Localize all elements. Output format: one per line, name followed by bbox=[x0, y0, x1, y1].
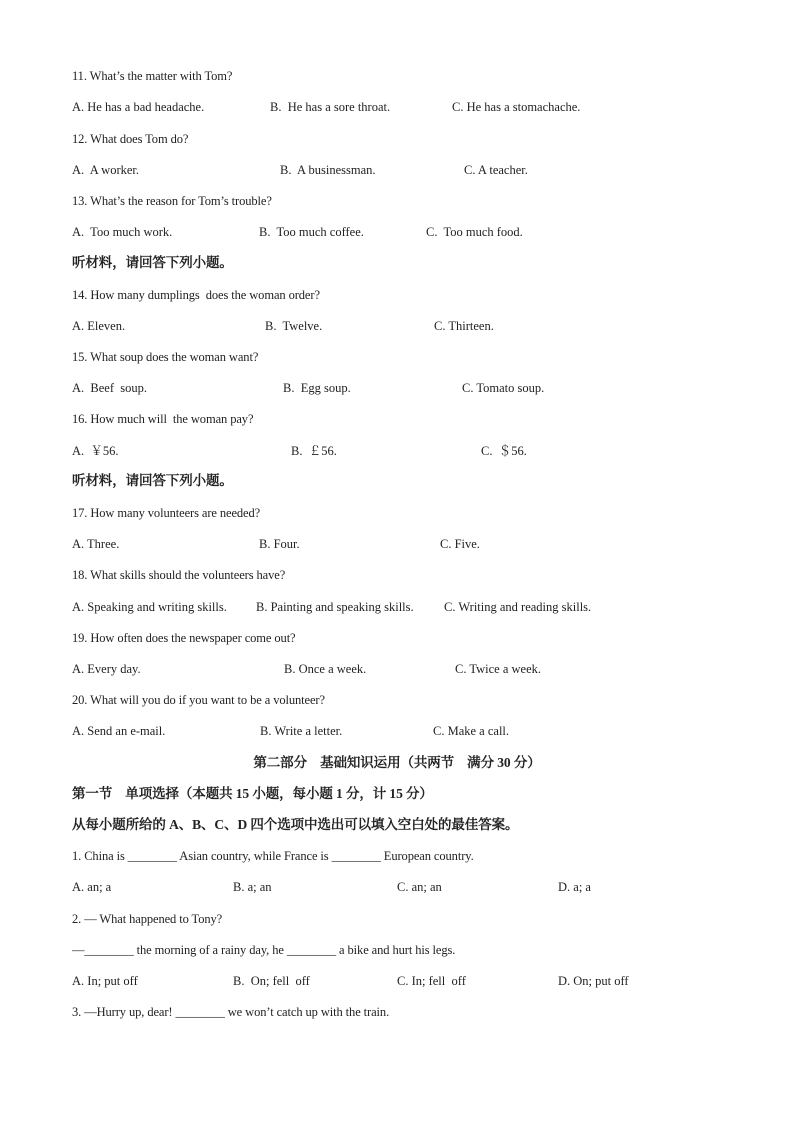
question-15-option-a: A. Beef soup. bbox=[72, 381, 147, 395]
grammar-1-option-c: C. an; an bbox=[397, 880, 442, 894]
question-17-option-b: B. Four. bbox=[259, 537, 300, 551]
question-16-option-c: C. ＄56. bbox=[481, 444, 527, 458]
question-18-option-c: C. Writing and reading skills. bbox=[444, 600, 592, 614]
question-14-stem: 14. How many dumplings does the woman order? bbox=[72, 288, 320, 302]
question-16-stem: 16. How much will the woman pay? bbox=[72, 412, 254, 426]
question-16-option-a: A. ￥56. bbox=[72, 444, 119, 458]
grammar-2-stem-line-2: —________ the morning of a rainy day, he ________ a bike and hurt his legs. bbox=[72, 943, 456, 957]
grammar-1-stem: 1. China is ________ Asian country, while France is ________ European country. bbox=[72, 849, 474, 863]
question-16-option-b: B. ￡56. bbox=[291, 444, 337, 458]
question-20-option-a: A. Send an e-mail. bbox=[72, 724, 166, 738]
question-14-option-a: A. Eleven. bbox=[72, 319, 126, 333]
question-12-option-b: B. A businessman. bbox=[280, 163, 376, 177]
question-11-stem: 11. What’s the matter with Tom? bbox=[72, 69, 233, 83]
question-12-stem: 12. What does Tom do? bbox=[72, 132, 189, 146]
question-20-option-c: C. Make a call. bbox=[433, 724, 510, 738]
question-15-stem: 15. What soup does the woman want? bbox=[72, 350, 259, 364]
question-11-option-b: B. He has a sore throat. bbox=[270, 100, 391, 114]
question-11-option-a: A. He has a bad headache. bbox=[72, 100, 205, 114]
question-17-option-c: C. Five. bbox=[440, 537, 480, 551]
question-19-option-b: B. Once a week. bbox=[284, 662, 367, 676]
grammar-1-option-d: D. a; a bbox=[558, 880, 591, 894]
question-13-option-a: A. Too much work. bbox=[72, 225, 173, 239]
listening-instruction-1: 听材料，请回答下列小题。 bbox=[72, 255, 233, 270]
question-15-option-b: B. Egg soup. bbox=[283, 381, 351, 395]
grammar-2-option-c: C. In; fell off bbox=[397, 974, 466, 988]
question-14-option-c: C. Thirteen. bbox=[434, 319, 494, 333]
question-13-stem: 13. What’s the reason for Tom’s trouble? bbox=[72, 194, 272, 208]
question-14-option-b: B. Twelve. bbox=[265, 319, 323, 333]
grammar-2-stem: 2. — What happened to Tony? bbox=[72, 912, 223, 926]
question-20-stem: 20. What will you do if you want to be a volunteer? bbox=[72, 693, 325, 707]
grammar-1-option-a: A. an; a bbox=[72, 880, 112, 894]
section-1-instruction: 从每小题所给的 A、B、C、D 四个选项中选出可以填入空白处的最佳答案。 bbox=[72, 817, 519, 832]
question-13-option-b: B. Too much coffee. bbox=[259, 225, 364, 239]
question-19-option-a: A. Every day. bbox=[72, 662, 141, 676]
question-17-stem: 17. How many volunteers are needed? bbox=[72, 506, 261, 520]
question-11-option-c: C. He has a stomachache. bbox=[452, 100, 581, 114]
grammar-2-option-b: B. On; fell off bbox=[233, 974, 310, 988]
question-15-option-c: C. Tomato soup. bbox=[462, 381, 545, 395]
part-2-title: 第二部分 基础知识运用（共两节 满分 30 分） bbox=[253, 755, 541, 770]
listening-instruction-2: 听材料，请回答下列小题。 bbox=[72, 473, 233, 488]
grammar-1-option-b: B. a; an bbox=[233, 880, 272, 894]
grammar-2-option-d: D. On; put off bbox=[558, 974, 629, 988]
question-19-stem: 19. How often does the newspaper come out? bbox=[72, 631, 296, 645]
grammar-2-option-a: A. In; put off bbox=[72, 974, 138, 988]
question-20-option-b: B. Write a letter. bbox=[260, 724, 343, 738]
question-13-option-c: C. Too much food. bbox=[426, 225, 523, 239]
grammar-3-stem: 3. —Hurry up, dear! ________ we won’t catch up with the train. bbox=[72, 1005, 390, 1019]
question-18-option-a: A. Speaking and writing skills. bbox=[72, 600, 227, 614]
question-17-option-a: A. Three. bbox=[72, 537, 120, 551]
question-12-option-c: C. A teacher. bbox=[464, 163, 528, 177]
question-18-stem: 18. What skills should the volunteers have? bbox=[72, 568, 286, 582]
question-12-option-a: A. A worker. bbox=[72, 163, 140, 177]
question-18-option-b: B. Painting and speaking skills. bbox=[256, 600, 414, 614]
section-1-title: 第一节 单项选择（本题共 15 小题，每小题 1 分，计 15 分） bbox=[72, 786, 433, 801]
question-19-option-c: C. Twice a week. bbox=[455, 662, 542, 676]
